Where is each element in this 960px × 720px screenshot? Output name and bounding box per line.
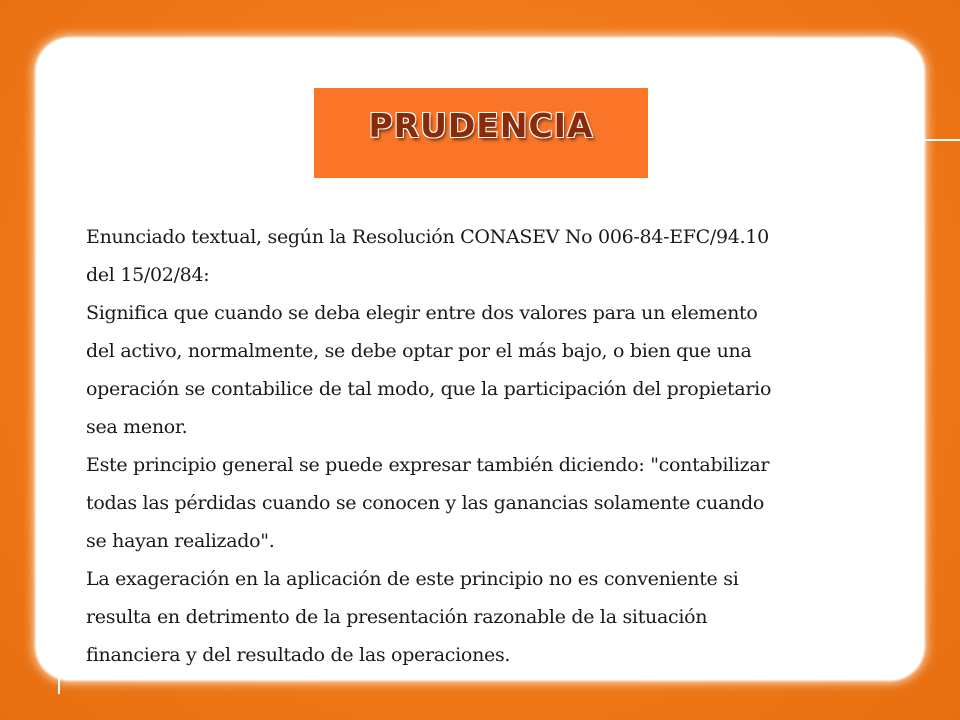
slide-title: PRUDENCIA <box>368 106 594 145</box>
decorative-line-right <box>924 139 960 141</box>
paragraph-enunciado: Enunciado textual, según la Resolución CONASEV No 006-84-EFC/94.10 del 15/02/84: <box>86 226 769 286</box>
title-box <box>314 88 648 178</box>
paragraph-exageracion: La exageración en la aplicación de este principio no es conveniente si resulta en detrimento de la presentación razonable de la situación financiera y del resultado de las operaciones. <box>86 568 739 666</box>
decorative-line-left <box>58 678 60 694</box>
paragraph-significado: Significa que cuando se deba elegir entre dos valores para un elemento del activo, normalmente, se debe optar por el más bajo, o bien que una operación se contabilice de tal modo, que la participación del propietario sea menor. <box>86 302 772 438</box>
paragraph-principio-general: Este principio general se puede expresar también diciendo: "contabilizar todas las pérdidas cuando se conocen y las ganancias solamente cuando se hayan realizado". <box>86 454 770 552</box>
